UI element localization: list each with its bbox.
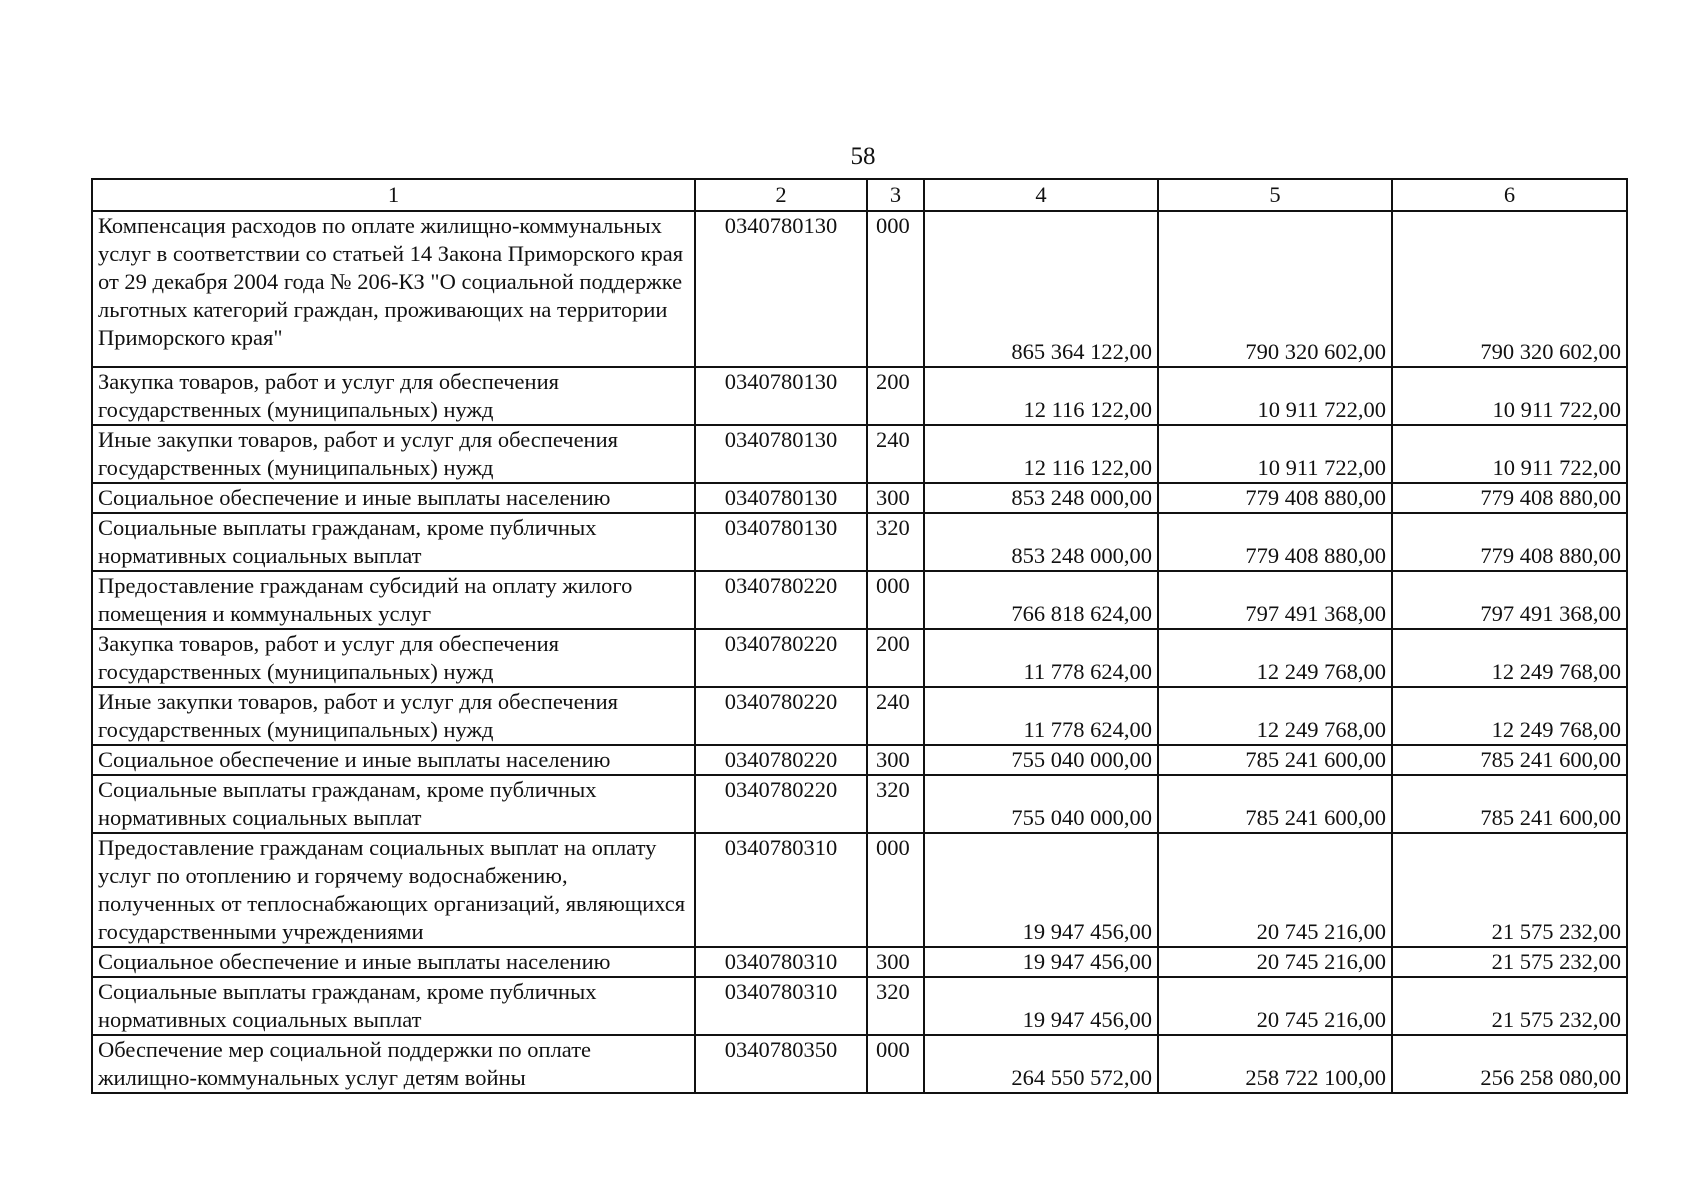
row-value-5: 20 745 216,00 [1158, 977, 1392, 1035]
row-value-5: 12 249 768,00 [1158, 687, 1392, 745]
row-name: Социальные выплаты гражданам, кроме публичных нормативных социальных выплат [92, 977, 695, 1035]
row-value-4: 766 818 624,00 [924, 571, 1158, 629]
row-value-6: 10 911 722,00 [1392, 367, 1627, 425]
row-value-6: 779 408 880,00 [1392, 483, 1627, 513]
row-value-4: 12 116 122,00 [924, 425, 1158, 483]
row-kind: 000 [867, 211, 924, 367]
row-name: Компенсация расходов по оплате жилищно-коммунальных услуг в соответствии со статьей 14 Закона Приморского края от 29 декабря 2004 года № 206-КЗ "О социальной поддержке льготных категорий граждан, проживающих на территории Приморского края" [92, 211, 695, 367]
table-row [92, 629, 1627, 687]
header-cell: 2 [695, 179, 867, 211]
row-kind: 300 [867, 483, 924, 513]
row-value-5: 797 491 368,00 [1158, 571, 1392, 629]
table-row [92, 1035, 1627, 1093]
row-code: 0340780220 [695, 629, 867, 687]
row-name: Предоставление гражданам социальных выплат на оплату услуг по отоплению и горячему водоснабжению, полученных от теплоснабжающих организаций, являющихся государственными учреждениями [92, 833, 695, 947]
row-value-6: 10 911 722,00 [1392, 425, 1627, 483]
table-row [92, 425, 1627, 483]
header-cell: 1 [92, 179, 695, 211]
row-value-6: 779 408 880,00 [1392, 513, 1627, 571]
row-value-4: 19 947 456,00 [924, 833, 1158, 947]
table-row [92, 483, 1627, 513]
row-value-6: 785 241 600,00 [1392, 775, 1627, 833]
row-code: 0340780130 [695, 211, 867, 367]
row-code: 0340780220 [695, 571, 867, 629]
row-code: 0340780220 [695, 687, 867, 745]
row-kind: 200 [867, 367, 924, 425]
row-code: 0340780130 [695, 513, 867, 571]
row-kind: 000 [867, 571, 924, 629]
row-name: Социальные выплаты гражданам, кроме публичных нормативных социальных выплат [92, 775, 695, 833]
row-value-5: 790 320 602,00 [1158, 211, 1392, 367]
header-cell: 5 [1158, 179, 1392, 211]
budget-table [91, 178, 1628, 1094]
row-value-4: 11 778 624,00 [924, 629, 1158, 687]
row-kind: 320 [867, 977, 924, 1035]
row-kind: 000 [867, 1035, 924, 1093]
row-value-5: 779 408 880,00 [1158, 513, 1392, 571]
row-value-6: 785 241 600,00 [1392, 745, 1627, 775]
row-code: 0340780310 [695, 947, 867, 977]
row-value-4: 19 947 456,00 [924, 947, 1158, 977]
row-kind: 300 [867, 745, 924, 775]
row-code: 0340780310 [695, 833, 867, 947]
row-code: 0340780350 [695, 1035, 867, 1093]
row-value-6: 21 575 232,00 [1392, 977, 1627, 1035]
row-code: 0340780220 [695, 775, 867, 833]
table-row [92, 833, 1627, 947]
row-value-4: 755 040 000,00 [924, 775, 1158, 833]
row-code: 0340780130 [695, 367, 867, 425]
row-value-6: 12 249 768,00 [1392, 687, 1627, 745]
row-value-5: 20 745 216,00 [1158, 833, 1392, 947]
row-name: Иные закупки товаров, работ и услуг для обеспечения государственных (муниципальных) нужд [92, 687, 695, 745]
row-value-5: 10 911 722,00 [1158, 425, 1392, 483]
row-name: Иные закупки товаров, работ и услуг для обеспечения государственных (муниципальных) нужд [92, 425, 695, 483]
row-value-6: 797 491 368,00 [1392, 571, 1627, 629]
page-number: 58 [850, 143, 876, 170]
row-kind: 320 [867, 775, 924, 833]
row-name: Закупка товаров, работ и услуг для обеспечения государственных (муниципальных) нужд [92, 629, 695, 687]
row-value-6: 21 575 232,00 [1392, 947, 1627, 977]
row-name: Социальное обеспечение и иные выплаты населению [92, 745, 695, 775]
row-value-4: 12 116 122,00 [924, 367, 1158, 425]
header-cell: 4 [924, 179, 1158, 211]
table-row [92, 571, 1627, 629]
table-row [92, 687, 1627, 745]
row-value-6: 21 575 232,00 [1392, 833, 1627, 947]
row-value-5: 10 911 722,00 [1158, 367, 1392, 425]
row-value-6: 12 249 768,00 [1392, 629, 1627, 687]
row-name: Социальное обеспечение и иные выплаты населению [92, 483, 695, 513]
row-value-5: 12 249 768,00 [1158, 629, 1392, 687]
row-value-4: 755 040 000,00 [924, 745, 1158, 775]
row-value-4: 853 248 000,00 [924, 513, 1158, 571]
header-cell: 6 [1392, 179, 1627, 211]
table-row [92, 745, 1627, 775]
header-row [92, 179, 1627, 211]
row-value-6: 790 320 602,00 [1392, 211, 1627, 367]
table-row [92, 947, 1627, 977]
row-value-4: 853 248 000,00 [924, 483, 1158, 513]
row-kind: 300 [867, 947, 924, 977]
table-row [92, 775, 1627, 833]
row-kind: 000 [867, 833, 924, 947]
table-row [92, 211, 1627, 367]
row-kind: 320 [867, 513, 924, 571]
row-value-4: 11 778 624,00 [924, 687, 1158, 745]
row-name: Предоставление гражданам субсидий на оплату жилого помещения и коммунальных услуг [92, 571, 695, 629]
row-code: 0340780130 [695, 425, 867, 483]
row-value-5: 20 745 216,00 [1158, 947, 1392, 977]
row-name: Социальное обеспечение и иные выплаты населению [92, 947, 695, 977]
row-value-4: 19 947 456,00 [924, 977, 1158, 1035]
row-code: 0340780130 [695, 483, 867, 513]
table-row [92, 367, 1627, 425]
row-code: 0340780220 [695, 745, 867, 775]
row-value-6: 256 258 080,00 [1392, 1035, 1627, 1093]
row-value-4: 865 364 122,00 [924, 211, 1158, 367]
row-value-5: 785 241 600,00 [1158, 775, 1392, 833]
row-kind: 200 [867, 629, 924, 687]
row-value-5: 779 408 880,00 [1158, 483, 1392, 513]
row-kind: 240 [867, 425, 924, 483]
row-value-5: 785 241 600,00 [1158, 745, 1392, 775]
row-name: Обеспечение мер социальной поддержки по оплате жилищно-коммунальных услуг детям войны [92, 1035, 695, 1093]
row-name: Закупка товаров, работ и услуг для обеспечения государственных (муниципальных) нужд [92, 367, 695, 425]
table-row [92, 977, 1627, 1035]
header-cell: 3 [867, 179, 924, 211]
row-code: 0340780310 [695, 977, 867, 1035]
row-kind: 240 [867, 687, 924, 745]
row-name: Социальные выплаты гражданам, кроме публичных нормативных социальных выплат [92, 513, 695, 571]
row-value-5: 258 722 100,00 [1158, 1035, 1392, 1093]
table-row [92, 513, 1627, 571]
row-value-4: 264 550 572,00 [924, 1035, 1158, 1093]
